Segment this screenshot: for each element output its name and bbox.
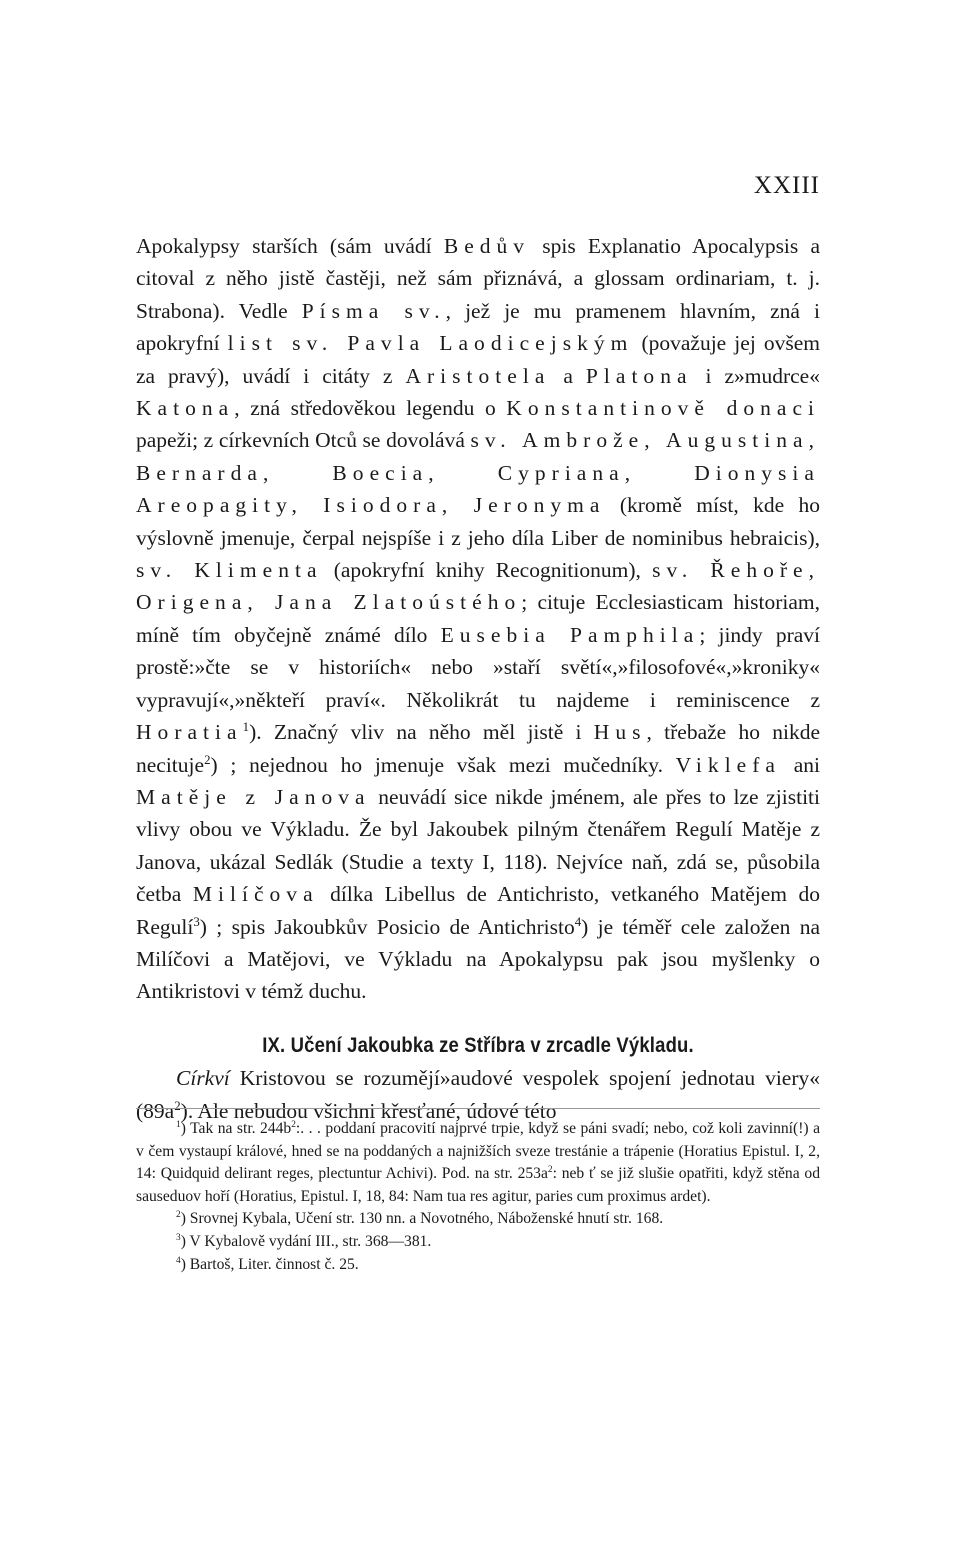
- text-run: ) ; nejednou ho jmenuje však mezi mučedníky.: [210, 752, 676, 777]
- text-run: (považuje jej ovšem za pravý), uvádí i citáty z: [136, 331, 820, 388]
- text-run: neuvádí sice nikde jménem, ale přes to lze zjistiti vlivy obou ve Výkladu. Že byl Jakoubek pilným čtenářem Regulí Matěje z Janova, ukázal Sedlák (Studie a texty I, 118). Nejvíce naň, zdá se, působila četba: [136, 784, 820, 907]
- footnote-rule: [136, 1108, 820, 1109]
- footnote-mark: 2: [176, 1210, 181, 1221]
- text-run: ; cituje Ecclesiasticam historiam, míně tím obyčejně známé dílo: [136, 590, 821, 647]
- footnote-text: ) V Kybalově vydání III., str. 368—381.: [180, 1232, 432, 1250]
- text-run: ) je téměř cele založen na Milíčovi a Matějovi, ve Výkladu na Apokalypsu pak jsou myšlenky o Antikristovi v témž duchu.: [136, 914, 820, 1004]
- spaced-name: Viklefa: [675, 752, 781, 777]
- spaced-name: Platona: [585, 363, 693, 388]
- spaced-name: Konstantinově donaci: [506, 396, 820, 421]
- spaced-name: sv. Ambrože, Augustina, Bernarda, Boecia, Cypriana, Dionysia Areopagity, Isiodora, Jeronyma: [136, 428, 820, 518]
- spaced-name: Aristotela: [405, 363, 551, 388]
- footnote-text: : neb ť se již slušie opatřiti, když stěna od sauseduov hoří (Horatius, Epistul. I, 18, 84: Nam tua res agitur, paries cum proximus ardet).: [136, 1165, 820, 1205]
- text-run: ). Značný vliv na něho měl jistě i: [249, 720, 594, 745]
- text-run: spis Explanatio Apocalypsis a citoval z něho jistě častěji, než sám přiznává, a glossam ordinariam, t. j. Strabona). Vedle: [136, 234, 820, 323]
- spaced-name: Bedův: [443, 234, 531, 258]
- spaced-name: Horatia: [136, 720, 243, 745]
- footnote-mark: 1: [176, 1119, 181, 1130]
- footnote-superscript: 2: [547, 1165, 553, 1175]
- text-run: ) ; spis Jakoubkův Posicio de Antichristo: [199, 914, 575, 939]
- spaced-name: Milíčova: [192, 882, 319, 907]
- spaced-name: sv. Klimenta: [136, 558, 323, 583]
- spaced-name: Katona: [136, 396, 235, 421]
- text-run: i z»mudrce«: [692, 363, 820, 388]
- footnote: [136, 1208, 820, 1231]
- text-run: ani: [781, 752, 820, 777]
- footnote-ref: 2: [174, 1098, 181, 1113]
- footnote-superscript: 2: [291, 1119, 296, 1130]
- text-run: Kristovou se rozumějí»audové vespolek spojení jednotau viery« (89a: [136, 1066, 820, 1123]
- text-run: ). Ale nebudou všichni křesťané, údové této: [180, 1098, 557, 1123]
- footnote-ref: 4: [574, 914, 582, 929]
- footnote-mark: 3: [176, 1232, 181, 1243]
- text-run: ; jindy praví prostě:»čte se v historiích« nebo »staří světí«,»filosofové«,»kroniky« vypravují«,»někteří praví«. Několikrát tu najdeme i reminiscence z: [136, 622, 820, 712]
- text-run: , zná středověkou legendu o: [234, 396, 507, 421]
- footnote-text: ) Srovnej Kybala, Učení str. 130 nn. a Novotného, Náboženské hnutí str. 168.: [180, 1210, 664, 1228]
- text-run: dílka Libellus de Antichristo, vetkaného Matějem do Regulí: [136, 882, 820, 939]
- page-number: XXIII: [753, 172, 820, 199]
- text-run: a: [550, 363, 586, 388]
- footnote-text: ) Bartoš, Liter. činnost č. 25.: [180, 1255, 359, 1273]
- section-heading: IX. Učení Jakoubka ze Stříbra v zrcadle Výkladu.: [262, 1033, 694, 1057]
- main-text: [136, 230, 820, 1127]
- text-run: , jež je mu pramenem hlavním, zná i apokryfní: [136, 298, 820, 356]
- footnote: [136, 1118, 820, 1208]
- spaced-name: sv. Řehoře, Origena, Jana Zlatoústého: [136, 558, 821, 615]
- footnote-text: :. . . poddaní pracovití najprvé trpie, když se páni svadí; nebo, což koli zavinní(!) a v čem vystaupí králové, hned se na poddaných a najnižších sveze trestánie a trápenie (Horatius Epistul. I, 2, 14: Quidquid delirant reges, plectuntur Achivi). Pod. na str. 253a: [136, 1120, 820, 1183]
- footnote-mark: 4: [176, 1255, 181, 1266]
- italic-term: Církví: [176, 1066, 230, 1091]
- spaced-name: Matěje z Janova: [136, 784, 371, 809]
- text-run: (kromě míst, kde ho výslovně jmenuje, čerpal nejspíše i z jeho díla Liber de nominibus hebraicis),: [136, 493, 820, 550]
- spaced-name: Písma sv.: [301, 298, 446, 323]
- text-run: , třebaže ho nikde necituje: [136, 720, 820, 777]
- spaced-name: Eusebia Pamphila: [440, 622, 700, 647]
- spaced-name: Hus: [593, 720, 647, 745]
- text-run: Apokalypsy starších (sám uvádí: [136, 234, 444, 258]
- text-run: papeži; z církevních Otců se dovolává: [136, 428, 471, 453]
- text-run: (apokryfní knihy Recognitionum),: [322, 558, 653, 583]
- footnote: [136, 1254, 820, 1277]
- spaced-name: list sv. Pavla Laodicejským: [227, 331, 634, 356]
- footnote: [136, 1231, 820, 1254]
- footnotes: [136, 1118, 820, 1276]
- footnote-ref: 1: [242, 719, 250, 734]
- footnote-text: ) Tak na str. 244b: [180, 1120, 292, 1137]
- footnote-ref: 2: [204, 752, 211, 767]
- footnote-ref: 3: [193, 914, 200, 929]
- body-paragraph: [136, 230, 820, 1008]
